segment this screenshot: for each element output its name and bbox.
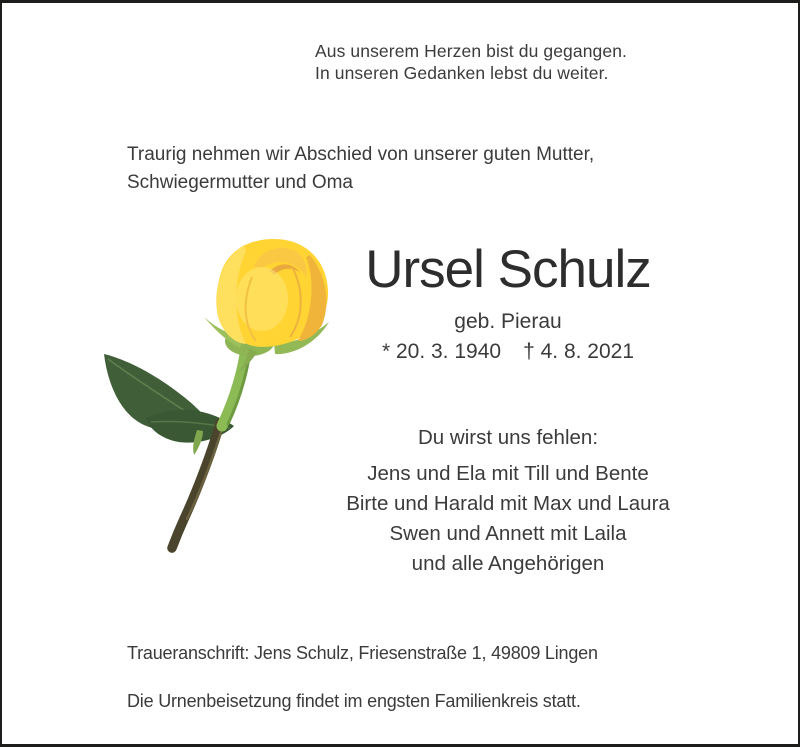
epigraph-line-2: In unseren Gedanken lebst du weiter. bbox=[315, 63, 609, 83]
epigraph bbox=[315, 40, 627, 84]
rose-bloom-graphic bbox=[216, 239, 328, 347]
intro-line-2: Schwiegermutter und Oma bbox=[127, 172, 353, 193]
burial-notice: Die Urnenbeisetzung findet im engsten Familienkreis statt. bbox=[127, 691, 581, 711]
deceased-block bbox=[322, 241, 694, 365]
yellow-rose-image bbox=[84, 227, 332, 557]
mourners-line: Jens und Ela mit Till und Bente bbox=[367, 462, 649, 485]
mourners-line: Birte und Harald mit Max und Laura bbox=[346, 492, 670, 515]
mourners-line: Swen und Annett mit Laila bbox=[389, 522, 627, 545]
death-date: † 4. 8. 2021 bbox=[523, 340, 635, 363]
epigraph-line-1: Aus unserem Herzen bist du gegangen. bbox=[315, 41, 627, 61]
deceased-name: Ursel Schulz bbox=[365, 240, 651, 299]
mourners-list bbox=[322, 459, 694, 579]
rose-stem-graphic bbox=[172, 349, 250, 548]
yellow-rose-svg bbox=[84, 227, 332, 557]
life-dates bbox=[322, 339, 694, 365]
mourning-address: Traueranschrift: Jens Schulz, Friesenstraße 1, 49809 Lingen bbox=[127, 643, 598, 663]
birth-date: * 20. 3. 1940 bbox=[381, 340, 502, 363]
maiden-name: geb. Pierau bbox=[454, 310, 562, 333]
farewell-heading: Du wirst uns fehlen: bbox=[417, 426, 599, 449]
intro-text bbox=[127, 141, 594, 197]
mourners-line: und alle Angehörigen bbox=[411, 552, 605, 575]
farewell-block bbox=[322, 425, 694, 579]
intro-line-1: Traurig nehmen wir Abschied von unserer guten Mutter, bbox=[127, 144, 595, 165]
